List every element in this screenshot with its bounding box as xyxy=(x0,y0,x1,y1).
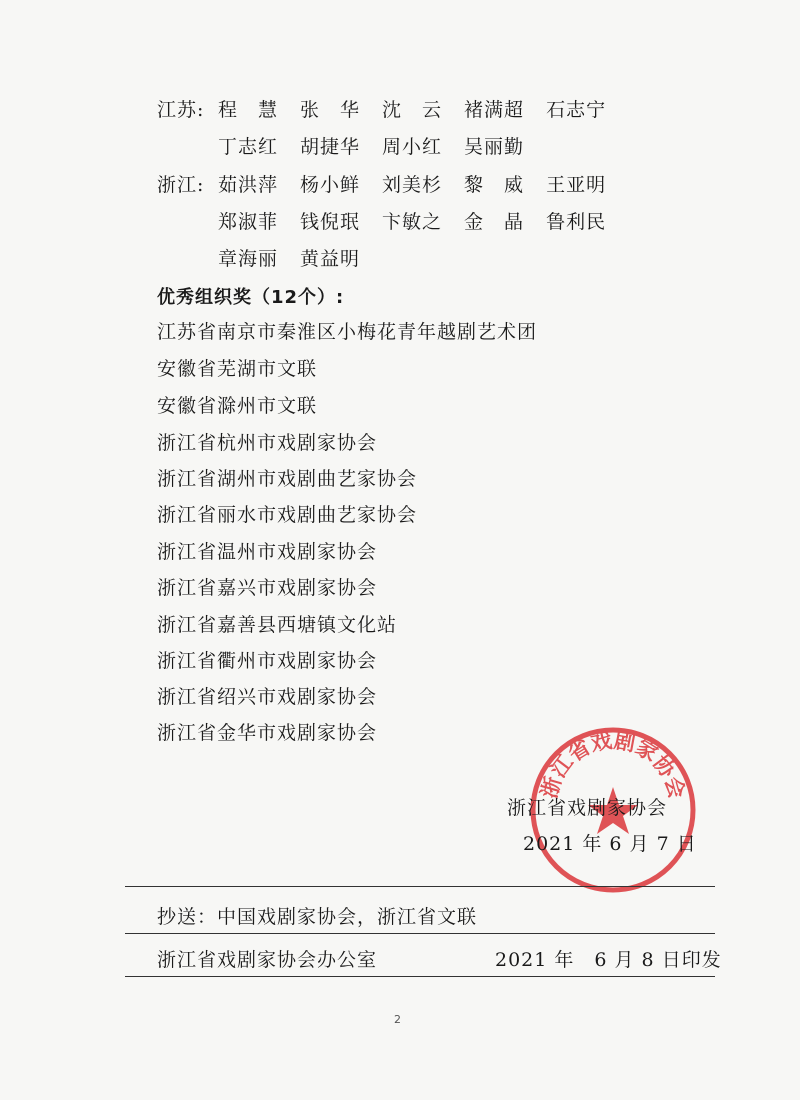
award-name: 茹洪萍 xyxy=(218,174,279,196)
name-list-zhejiang-row3 xyxy=(218,244,382,271)
award-name: 钱倪珉 xyxy=(300,211,361,233)
award-name: 黎 威 xyxy=(464,174,525,196)
award-name: 郑淑菲 xyxy=(218,211,279,233)
award-name: 金 晶 xyxy=(464,211,525,233)
award-name: 吴丽勤 xyxy=(464,136,525,158)
org-item: 浙江省金华市戏剧家协会 xyxy=(157,722,378,744)
award-name: 褚满超 xyxy=(464,99,525,121)
award-name: 沈 云 xyxy=(382,99,443,121)
award-name: 程 慧 xyxy=(218,99,279,121)
name-list-jiangsu-row2 xyxy=(218,132,546,159)
org-item: 浙江省杭州市戏剧家协会 xyxy=(157,432,378,454)
award-name: 黄益明 xyxy=(300,248,361,270)
seal-text: 浙江省戏剧家协会 xyxy=(536,727,690,801)
divider xyxy=(125,976,715,977)
name-list-zhejiang-row1 xyxy=(218,170,628,197)
award-name: 石志宁 xyxy=(546,99,607,121)
award-name: 杨小鲜 xyxy=(300,174,361,196)
signature-org: 浙江省戏剧家协会 xyxy=(507,797,668,819)
region-label-jiangsu: 江苏: xyxy=(157,99,205,121)
signature-date: 2021 年 6 月 7 日 xyxy=(523,833,697,855)
name-list-zhejiang-row2 xyxy=(218,207,628,234)
award-name: 丁志红 xyxy=(218,136,279,158)
award-name: 鲁利民 xyxy=(546,211,607,233)
award-name: 王亚明 xyxy=(546,174,607,196)
page-number: 2 xyxy=(394,1013,401,1026)
org-item: 浙江省绍兴市戏剧家协会 xyxy=(157,686,378,708)
divider xyxy=(125,886,715,887)
org-item: 浙江省温州市戏剧家协会 xyxy=(157,541,378,563)
name-list-jiangsu-row1 xyxy=(218,95,628,122)
award-name: 刘美杉 xyxy=(382,174,443,196)
org-item: 安徽省滁州市文联 xyxy=(157,395,318,417)
region-label-zhejiang: 浙江: xyxy=(157,174,205,196)
cc-line: 抄送：中国戏剧家协会，浙江省文联 xyxy=(157,906,478,928)
award-name: 章海丽 xyxy=(218,248,279,270)
award-name: 卞敏之 xyxy=(382,211,443,233)
award-name: 胡捷华 xyxy=(300,136,361,158)
org-item: 江苏省南京市秦淮区小梅花青年越剧艺术团 xyxy=(157,321,538,343)
award-heading: 优秀组织奖（12个）: xyxy=(157,287,345,308)
org-item: 浙江省嘉善县西塘镇文化站 xyxy=(157,614,398,636)
org-item: 浙江省衢州市戏剧家协会 xyxy=(157,650,378,672)
footer-issue-date: 2021 年 6 月 8 日印发 xyxy=(495,949,722,971)
divider xyxy=(125,933,715,934)
award-name: 张 华 xyxy=(300,99,361,121)
org-item: 安徽省芜湖市文联 xyxy=(157,358,318,380)
footer-office: 浙江省戏剧家协会办公室 xyxy=(157,949,378,971)
org-item: 浙江省嘉兴市戏剧家协会 xyxy=(157,577,378,599)
org-item: 浙江省湖州市戏剧曲艺家协会 xyxy=(157,468,418,490)
award-name: 周小红 xyxy=(382,136,443,158)
org-item: 浙江省丽水市戏剧曲艺家协会 xyxy=(157,504,418,526)
